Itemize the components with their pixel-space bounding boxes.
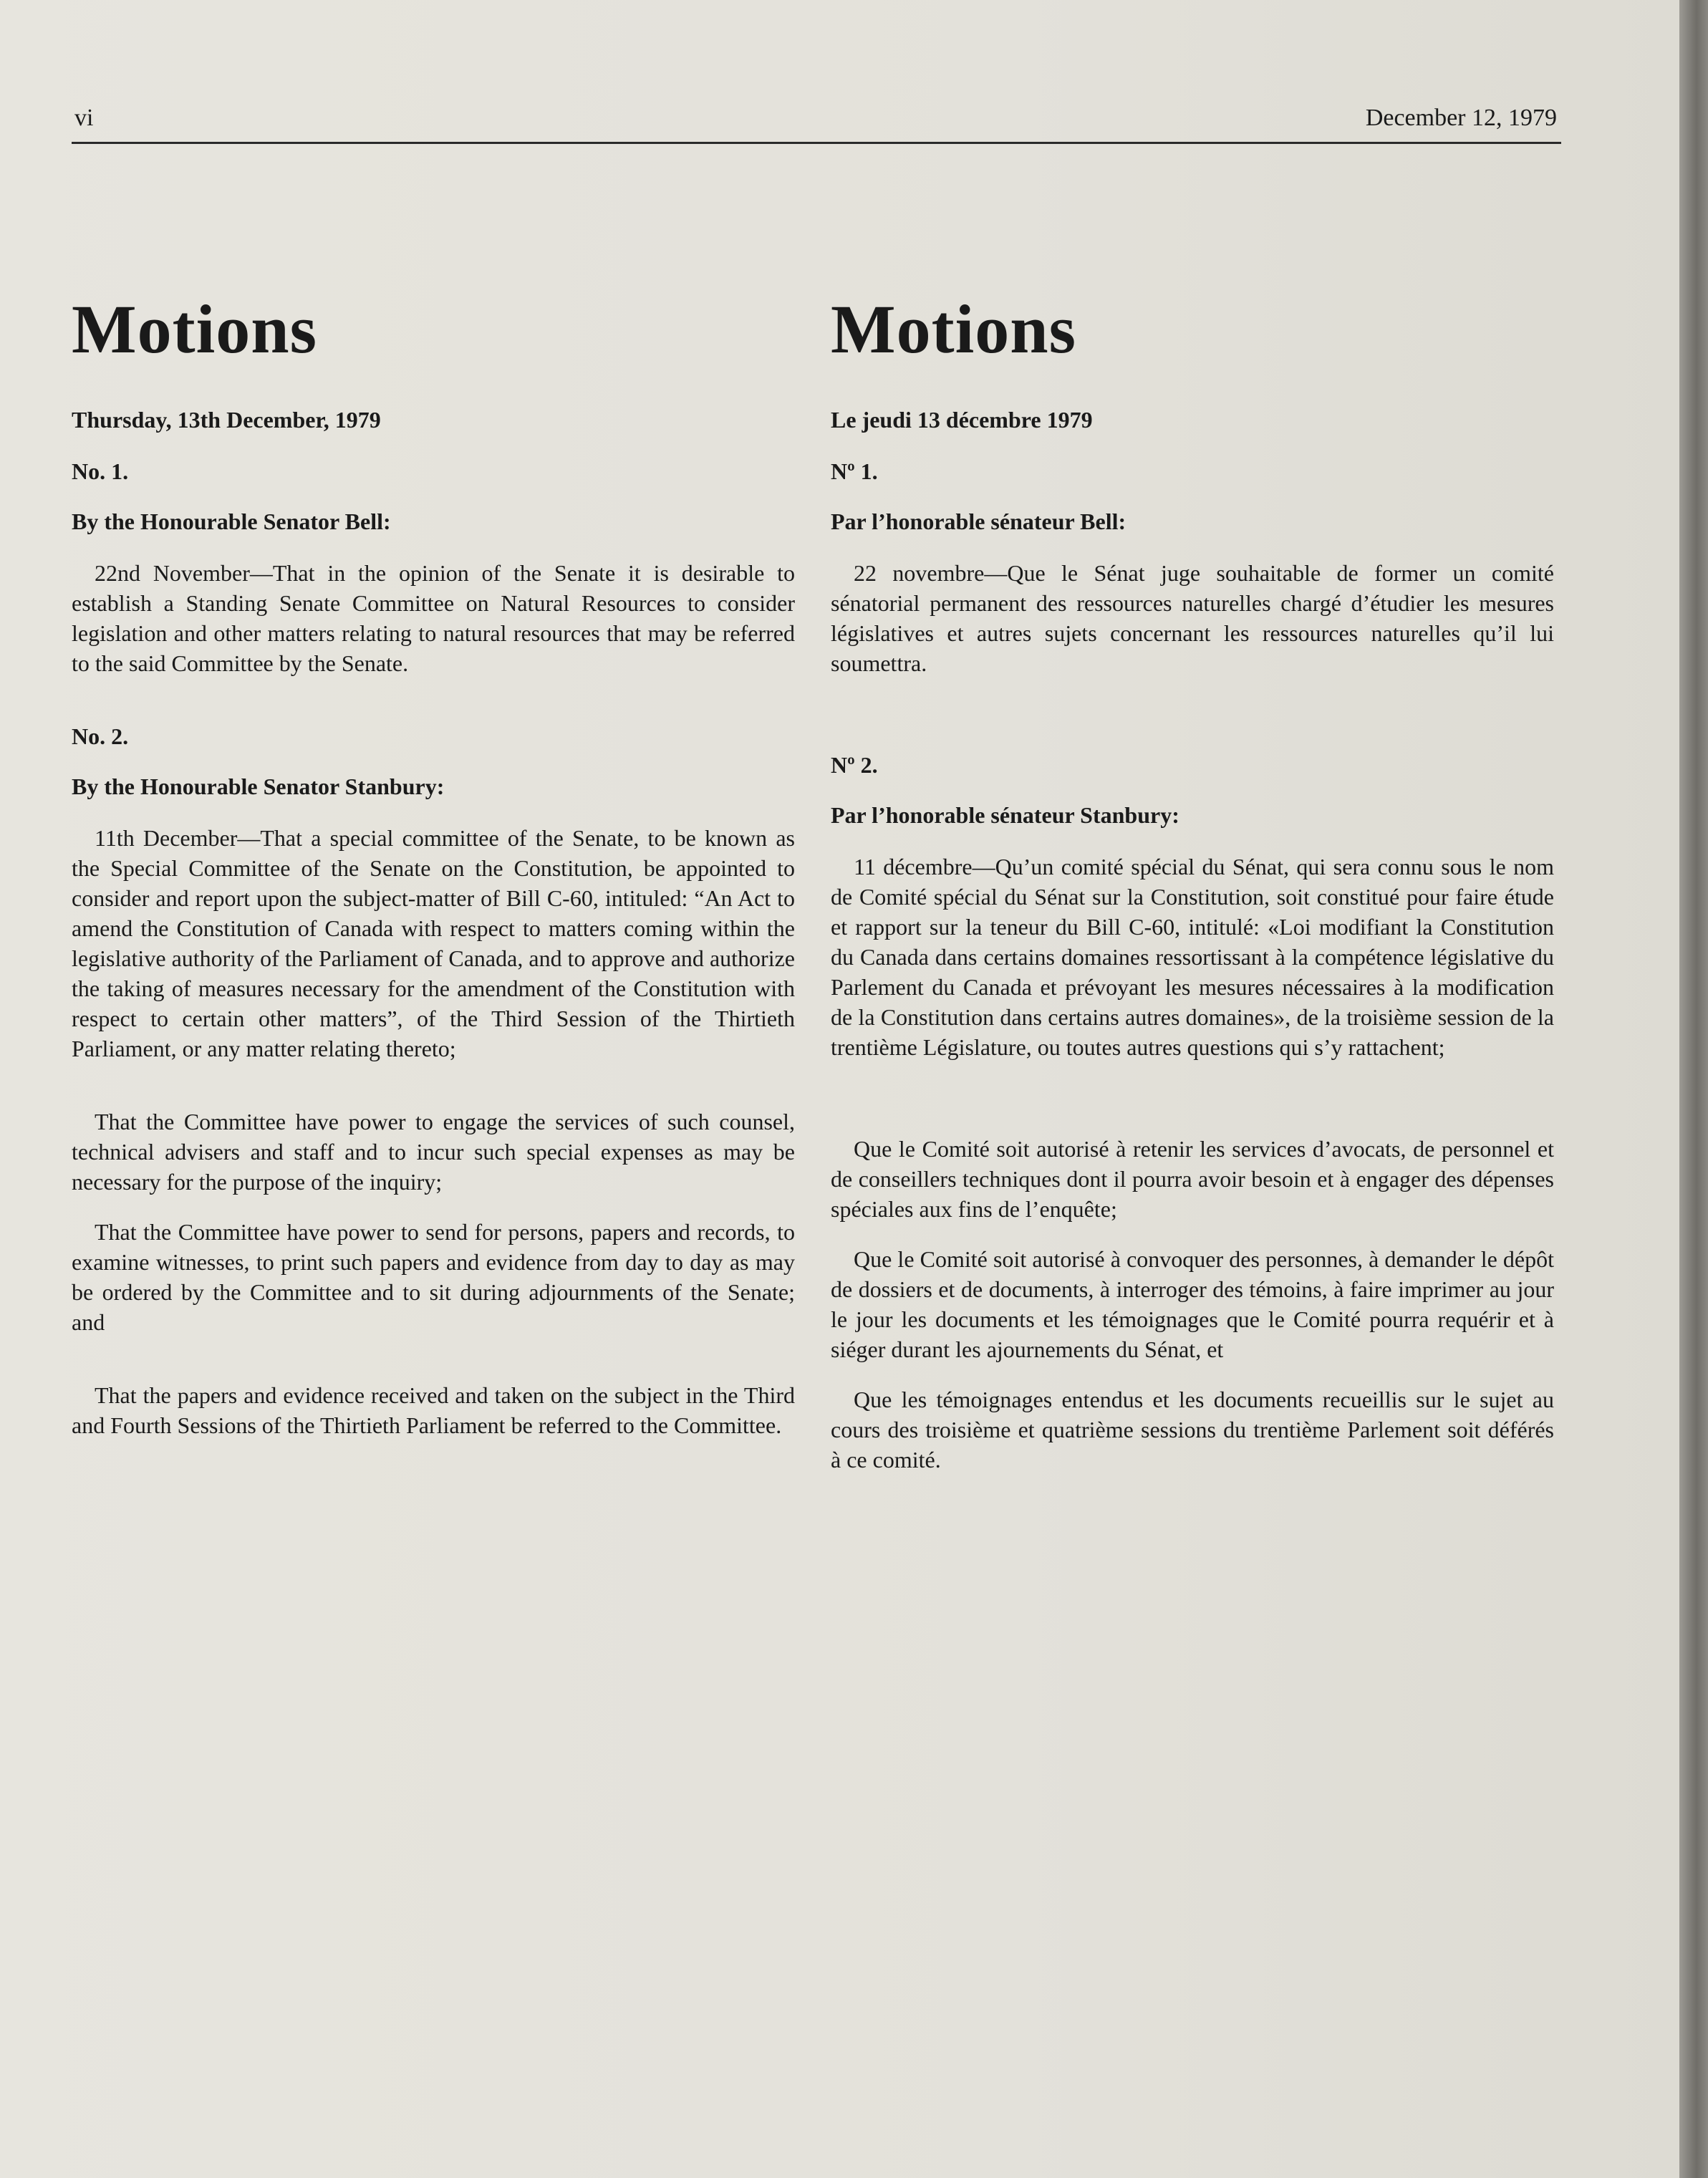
motion-mover-en-1: By the Honourable Senator Bell: bbox=[72, 509, 391, 534]
page-header bbox=[74, 100, 1557, 136]
section-title-fr: Motions bbox=[831, 291, 1076, 367]
section-title-en: Motions bbox=[72, 291, 317, 367]
motion-text-en-2a: 11th December—That a special committee of the Senate, to be known as the Special Committee of the Senate on the Constitution, be appointed to consider and report upon the subject-matter of Bill C-60, intituled: “An Act to amend the Constitution of Canada with respect to matters coming within the legislative authority of the Parliament of Canada, and to approve and authorize the taking of measures necessary for the amendment of the Constitution with respect to certain other matters”, of the Third Session of the Thirtieth Parliament, or any matter relating thereto; bbox=[72, 825, 795, 1061]
english-column bbox=[72, 283, 795, 1460]
book-binding-edge bbox=[1679, 0, 1708, 2178]
motion-mover-fr-2: Par l’honorable sénateur Stanbury: bbox=[831, 802, 1179, 828]
header-date: December 12, 1979 bbox=[1365, 105, 1557, 131]
motion-number-en-2: No. 2. bbox=[72, 723, 129, 749]
motion-number-en-1: No. 1. bbox=[72, 458, 129, 484]
motion-text-en-2c: That the Committee have power to send for persons, papers and records, to examine witnesses, to print such papers and evidence from day to day as may be ordered by the Committee and to sit during adjournments of the Senate; and bbox=[72, 1219, 795, 1335]
motion-number-fr-2: Nº 2. bbox=[831, 752, 878, 778]
sitting-date-en: Thursday, 13th December, 1979 bbox=[72, 407, 381, 433]
motion-text-en-1: 22nd November—That in the opinion of the Senate it is desirable to establish a Standing Senate Committee on Natural Resources to consider legislation and other matters relating to natural resources that may be referred to the said Committee by the Senate. bbox=[72, 560, 795, 676]
sitting-date-fr: Le jeudi 13 décembre 1979 bbox=[831, 407, 1093, 433]
motion-number-fr-1: Nº 1. bbox=[831, 458, 878, 484]
motion-text-en-2d: That the papers and evidence received and taken on the subject in the Third and Fourth Sessions of the Thirtieth Parliament be referred to the Committee. bbox=[72, 1382, 795, 1438]
motion-text-fr-2b: Que le Comité soit autorisé à retenir les services d’avocats, de personnel et de conseillers techniques dont il pourra avoir besoin et à engager des dépenses spéciales aux fins de l’enquête; bbox=[831, 1136, 1554, 1222]
motion-mover-fr-1: Par l’honorable sénateur Bell: bbox=[831, 509, 1126, 534]
motion-text-fr-2a: 11 décembre—Qu’un comité spécial du Sénat, qui sera connu sous le nom de Comité spécial du Sénat sur la Constitution, soit constitué pour faire étude et rapport sur la teneur du Bill C-60, intitulé: «Loi modifiant la Constitution du Canada dans certains domaines ressortissant à la compétence législative du Parlement du Canada et prévoyant les mesures nécessaires à la modification de la Constitution dans certains autres domaines», de la troisième session de la trentième Législature, ou toutes autres questions qui s’y rattachent; bbox=[831, 854, 1554, 1060]
motion-text-en-2b: That the Committee have power to engage the services of such counsel, technical advisers and staff and to incur such special expenses as may be necessary for the purpose of the inquiry; bbox=[72, 1109, 795, 1195]
motion-text-fr-2d: Que les témoignages entendus et les documents recueillis sur le sujet au cours des troisième et quatrième sessions du trentième Parlement soit déférés à ce comité. bbox=[831, 1387, 1554, 1473]
motion-mover-en-2: By the Honourable Senator Stanbury: bbox=[72, 774, 445, 799]
page-number: vi bbox=[74, 105, 94, 131]
motion-text-fr-1: 22 novembre—Que le Sénat juge souhaitable de former un comité sénatorial permanent des ressources naturelles chargé d’étudier les mesures législatives et autres sujets concernant les ressources naturelles qu’il lui soumettra. bbox=[831, 560, 1554, 676]
french-column bbox=[831, 283, 1554, 1495]
header-rule bbox=[72, 142, 1561, 144]
motion-text-fr-2c: Que le Comité soit autorisé à convoquer des personnes, à demander le dépôt de dossiers et de documents, à interroger des témoins, à faire imprimer au jour le jour les documents et les témoignages que le Comité pourra requérir et à siéger durant les ajournements du Sénat, et bbox=[831, 1246, 1554, 1362]
